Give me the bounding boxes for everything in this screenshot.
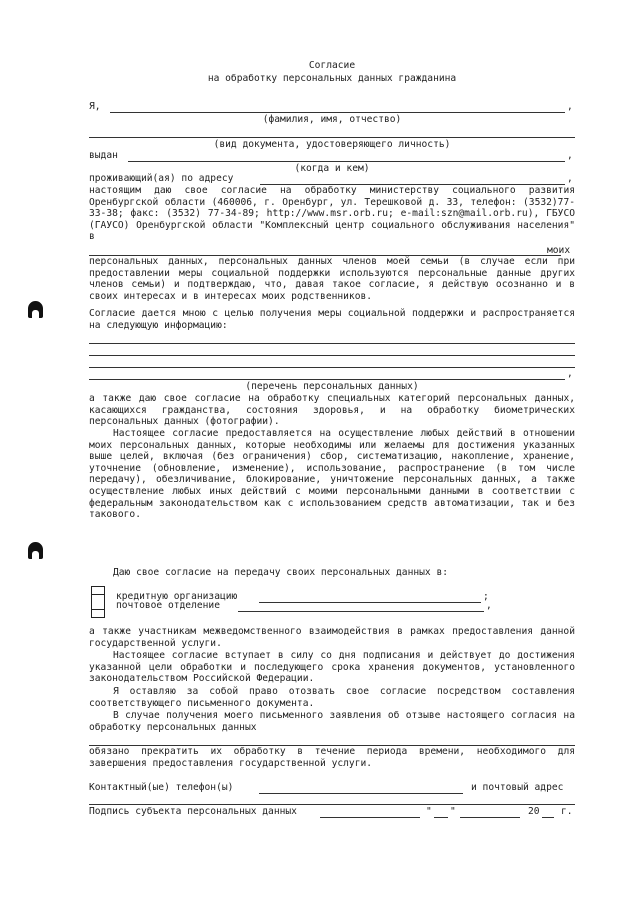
fio-field[interactable] bbox=[110, 112, 565, 113]
fio-caption: (фамилия, имя, отчество) bbox=[262, 114, 402, 125]
obliged-paragraph: обязано прекратить их обработку в течение периода времени, необходимого для завершения предоставления государственной услуги. bbox=[89, 746, 575, 769]
document-field[interactable] bbox=[89, 137, 575, 138]
interagency-paragraph: а также участникам межведомственного взаимодействия в рамках предоставления данной государственной услуги. bbox=[89, 626, 575, 649]
purpose-paragraph: Согласие дается мною с целью получения меры социальной поддержки и распространяется на следующую информацию: bbox=[89, 308, 575, 331]
punch-hole-lower bbox=[28, 542, 43, 559]
signature-label: Подпись субъекта персональных данных bbox=[89, 806, 297, 817]
form-title: Согласие bbox=[308, 60, 356, 71]
date-year-suffix: г. bbox=[561, 806, 573, 817]
issued-by-field[interactable] bbox=[128, 161, 565, 162]
contact-phone-field[interactable] bbox=[259, 793, 463, 794]
actions-paragraph: Настоящее согласие предоставляется на осуществление любых действий в отношении моих персональных данных, которые необходимы или желаемы для достижения указанных выше целей, включая (без ограничения) сбор, систематизацию, накопление, хранение, уточнение (обновление, изменение), использование, распространение (в том числе передачу), обезличивание, блокирование, уничтожение персональных данных, а также осуществление любых иных действий с моими персональными данными в соответствии с федеральным законодательством как с использованием средств автоматизации, так и без такового. bbox=[89, 428, 575, 521]
family-paragraph: персональных данных, персональных данных членов моей семьи (в случае если при предоставлении меры социальной поддержки используются персональные данные других членов семьи) и подтверждаю, что, давая такое согласие, я действую осознанно и в своих интересах и в интересах моих родственников. bbox=[89, 256, 575, 302]
signature-field[interactable] bbox=[320, 817, 420, 818]
date-quote-open: " bbox=[426, 806, 432, 817]
contact-phone-label: Контактный(ые) телефон(ы) bbox=[89, 782, 234, 793]
fio-comma: , bbox=[567, 101, 573, 112]
info-list-line-1[interactable] bbox=[89, 343, 575, 344]
revoke-paragraph: Я оставляю за собой право отозвать свое согласие посредством составления соответствующего письменного документа. bbox=[89, 686, 575, 709]
credit-org-label: кредитную организацию bbox=[116, 591, 238, 602]
post-office-field[interactable] bbox=[238, 611, 484, 612]
issued-comma: , bbox=[567, 150, 573, 161]
withdraw-paragraph: В случае получения моего письменного заявления об отзыве настоящего согласия на обработку персональных данных bbox=[89, 710, 575, 733]
moih-label: моих bbox=[547, 245, 571, 256]
post-office-label: почтовое отделение bbox=[116, 600, 220, 611]
info-list-line-3[interactable] bbox=[89, 367, 575, 368]
special-categories-paragraph: а также даю свое согласие на обработку специальных категорий персональных данных, касающихся гражданства, состояния здоровья, и на обработку биометрических персональных данных (фотографии). bbox=[89, 393, 575, 428]
validity-paragraph: Настоящее согласие вступает в силу со дня подписания и действует до достижения указанной цели обработки и последующего срока хранения документов, установленного законодательством Российской Федерации. bbox=[89, 650, 575, 685]
info-list-caption: (перечень персональных данных) bbox=[245, 381, 419, 392]
date-month-field[interactable] bbox=[460, 817, 520, 818]
post-office-checkbox[interactable] bbox=[91, 594, 105, 618]
address-comma: , bbox=[567, 173, 573, 184]
postal-address-field[interactable] bbox=[89, 804, 575, 805]
address-label: проживающий(ая) по адресу bbox=[89, 173, 234, 184]
info-list-line-4[interactable] bbox=[89, 379, 565, 380]
when-caption: (когда и кем) bbox=[294, 163, 370, 174]
info-list-comma: , bbox=[567, 368, 573, 379]
consent-operator-paragraph: настоящим даю свое согласие на обработку министерству социального развития Оренбургской области (460006, г. Оренбург, ул. Терешковой д. 33, телефон: (3532)77-33-38; факс: (3532) 77-34-89; http://www.msr.orb.ru; e-mail:szn@mail.orb.ru), ГБУСО (ГАУСО) Оренбургской области "Комплексный центр социального обслуживания населения" в bbox=[89, 185, 575, 243]
info-list-line-2[interactable] bbox=[89, 355, 575, 356]
punch-hole-upper bbox=[28, 301, 43, 318]
date-quote-close: " bbox=[450, 806, 456, 817]
vydan-label: выдан bbox=[89, 150, 118, 161]
date-day-field[interactable] bbox=[434, 817, 448, 818]
post-office-end: , bbox=[486, 600, 492, 611]
date-year-field[interactable] bbox=[542, 817, 554, 818]
transfer-paragraph: Даю свое согласие на передачу своих персональных данных в: bbox=[113, 567, 449, 578]
document-caption: (вид документа, удостоверяющего личность) bbox=[213, 139, 451, 150]
ya-label: Я, bbox=[89, 101, 101, 112]
postal-address-label: и почтовый адрес bbox=[471, 782, 564, 793]
form-subtitle: на обработку персональных данных гражданина bbox=[207, 73, 457, 84]
date-year-prefix: 20 bbox=[528, 806, 540, 817]
credit-org-end: ; bbox=[483, 591, 489, 602]
credit-org-field[interactable] bbox=[259, 602, 481, 603]
